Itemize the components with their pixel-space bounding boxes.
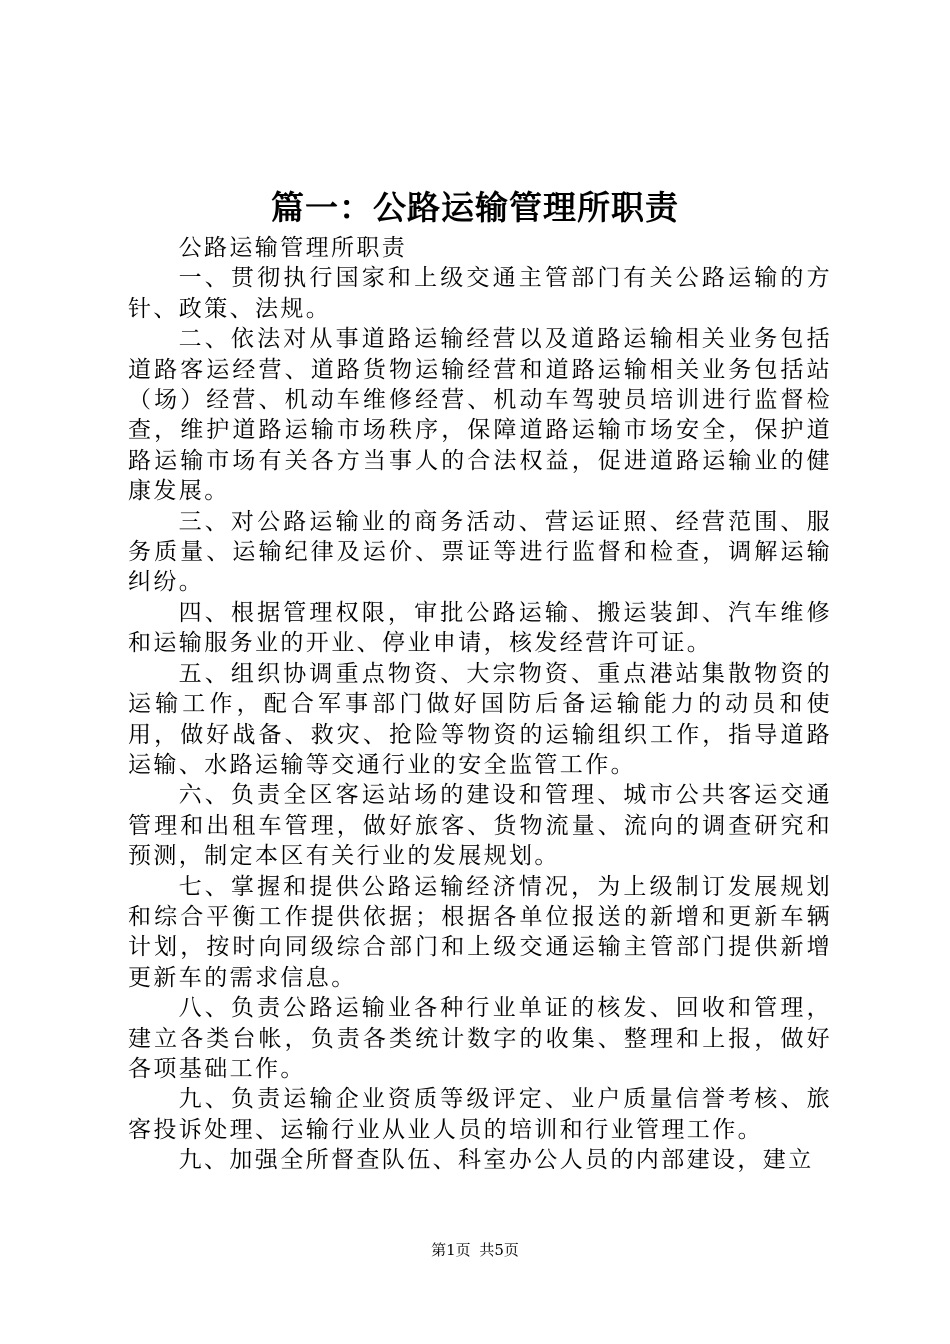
page-number: 第1页 xyxy=(431,1241,471,1259)
document-body xyxy=(128,233,832,1176)
paragraph-item-8: 八、负责公路运输业各种行业单证的核发、回收和管理，建立各类台帐，负责各类统计数字的收集、整理和上报，做好各项基础工作。 xyxy=(128,995,832,1082)
paragraph-item-7: 七、掌握和提供公路运输经济情况，为上级制订发展规划和综合平衡工作提供依据；根据各单位报送的新增和更新车辆计划，按时向同级综合部门和上级交通运输主管部门提供新增更新车的需求信息。 xyxy=(128,873,832,991)
paragraph-item-2: 二、依法对从事道路运输经营以及道路运输相关业务包括道路客运经营、道路货物运输经营和道路运输相关业务包括站（场）经营、机动车维修经营、机动车驾驶员培训进行监督检查，维护道路运输市场秩序，保障道路运输市场安全，保护道路运输市场有关各方当事人的合法权益，促进道路运输业的健康发展。 xyxy=(128,326,832,505)
paragraph-item-6: 六、负责全区客运站场的建设和管理、城市公共客运交通管理和出租车管理，做好旅客、货物流量、流向的调查研究和预测，制定本区有关行业的发展规划。 xyxy=(128,782,832,870)
paragraph-item-10: 九、加强全所督查队伍、科室办公人员的内部建设，建立 xyxy=(178,1147,814,1174)
document-title: 篇一：公路运输管理所职责 xyxy=(271,188,679,227)
paragraph-item-1: 一、贯彻执行国家和上级交通主管部门有关公路运输的方针、政策、法规。 xyxy=(128,265,832,322)
paragraph-item-4: 四、根据管理权限，审批公路运输、搬运装卸、汽车维修和运输服务业的开业、停业申请，核发经营许可证。 xyxy=(128,599,832,657)
paragraph-item-9: 九、负责运输企业资质等级评定、业户质量信誉考核、旅客投诉处理、运输行业从业人员的培训和行业管理工作。 xyxy=(128,1086,832,1143)
page-footer xyxy=(0,1240,950,1260)
paragraph-heading: 公路运输管理所职责 xyxy=(178,235,408,261)
paragraph-item-3: 三、对公路运输业的商务活动、营运证照、经营范围、服务质量、运输纪律及运价、票证等进行监督和检查，调解运输纠纷。 xyxy=(128,508,832,596)
page-total: 共5页 xyxy=(479,1241,519,1259)
paragraph-item-5: 五、组织协调重点物资、大宗物资、重点港站集散物资的运输工作，配合军事部门做好国防后备运输能力的动员和使用，做好战备、救灾、抢险等物资的运输组织工作，指导道路运输、水路运输等交通行业的安全监管工作。 xyxy=(128,660,832,778)
